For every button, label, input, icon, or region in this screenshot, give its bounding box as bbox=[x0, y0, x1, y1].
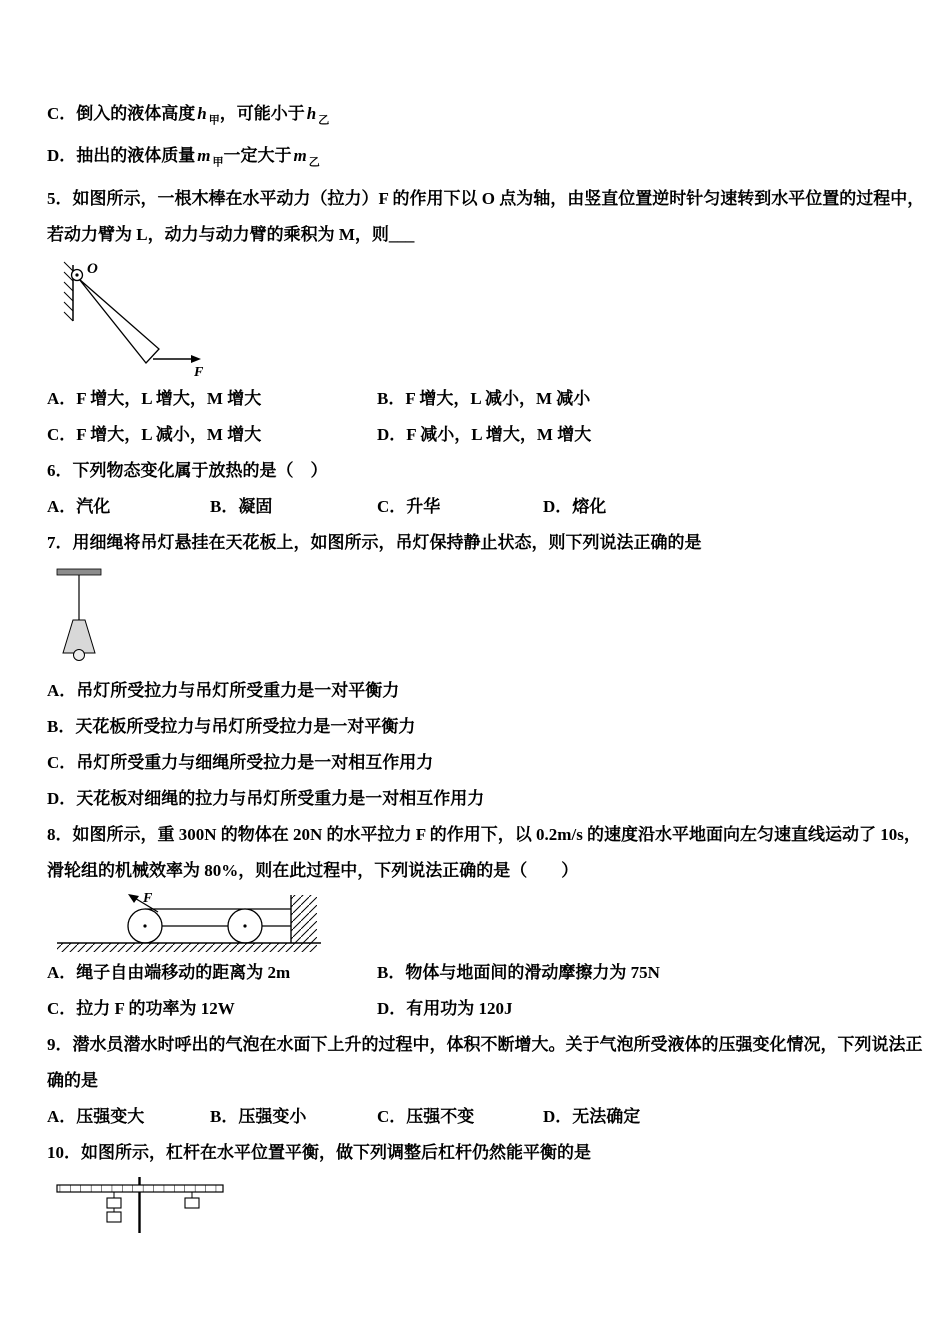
question-6-option-c: C．升华 bbox=[377, 496, 441, 516]
question-5-stem-line-1: 5．如图所示，一根木棒在水平动力（拉力）F 的作用下以 O 点为轴，由竖直位置逆时针匀速转到水平位置的过程中， bbox=[47, 188, 925, 208]
pivot-dot bbox=[75, 273, 78, 276]
pulley-right-axle bbox=[243, 924, 246, 927]
text-segment: 一定大于 bbox=[223, 146, 292, 166]
question-8-option-d: D．有用功为 120J bbox=[377, 998, 513, 1018]
force-arrow-head bbox=[128, 894, 139, 903]
question-7-option-c: C．吊灯所受重力与细绳所受拉力是一对相互作用力 bbox=[47, 752, 434, 772]
question-6-option-d: D．熔化 bbox=[543, 496, 607, 516]
question-5-figure-lever-rod bbox=[47, 259, 247, 381]
question-8-figure-pulley-system bbox=[53, 889, 333, 955]
question-5-option-c: C．F 增大，L 减小，M 增大 bbox=[47, 424, 262, 444]
wall-hatch bbox=[64, 302, 73, 311]
question-9-stem-line-1: 9．潜水员潜水时呼出的气泡在水面下上升的过程中，体积不断增大。关于气泡所受液体的压强变化情况，下列说法正 bbox=[47, 1034, 923, 1054]
question-7-option-b: B．天花板所受拉力与吊灯所受拉力是一对平衡力 bbox=[47, 716, 416, 736]
wall-hatch bbox=[64, 292, 73, 301]
force-arrow-head bbox=[191, 355, 201, 363]
question-7-option-a: A．吊灯所受拉力与吊灯所受重力是一对平衡力 bbox=[47, 680, 400, 700]
question-8-option-a: A．绳子自由端移动的距离为 2m bbox=[47, 962, 291, 982]
question-9-stem-line-2: 确的是 bbox=[47, 1070, 98, 1090]
prev-question-option-c bbox=[47, 96, 905, 138]
question-8-stem-line-2: 滑轮组的机械效率为 80%，则在此过程中，下列说法正确的是（ ） bbox=[47, 860, 579, 880]
question-10-stem: 10．如图所示，杠杆在水平位置平衡，做下列调整后杠杆仍然能平衡的是 bbox=[47, 1142, 591, 1162]
left-weight-1 bbox=[107, 1198, 121, 1208]
variable: h bbox=[197, 104, 207, 123]
subscript: 甲 bbox=[208, 114, 220, 127]
question-10-figure-balanced-lever bbox=[29, 1177, 259, 1239]
question-8-option-b: B．物体与地面间的滑动摩擦力为 75N bbox=[377, 962, 660, 982]
subscript: 乙 bbox=[308, 156, 320, 169]
question-9-option-c: C．压强不变 bbox=[377, 1106, 475, 1126]
lamp-bulb bbox=[74, 649, 85, 660]
variable: m bbox=[293, 146, 307, 166]
subscript: 乙 bbox=[318, 114, 330, 127]
text-segment: C．倒入的液体高度 bbox=[47, 104, 196, 123]
text-segment: ，可能小于 bbox=[219, 104, 305, 123]
ceiling-bar bbox=[57, 569, 101, 575]
wall-hatch bbox=[64, 282, 73, 291]
force-label: F bbox=[143, 890, 153, 906]
question-7-figure-hanging-lamp bbox=[49, 565, 139, 673]
question-9-options-row bbox=[47, 1099, 905, 1135]
question-9-option-b: B．压强变小 bbox=[210, 1106, 307, 1126]
variable: h bbox=[306, 104, 317, 123]
question-5-option-d: D．F 减小，L 增大，M 增大 bbox=[377, 424, 592, 444]
pulley-left-axle bbox=[143, 924, 146, 927]
wall-hatched bbox=[291, 895, 317, 943]
lamp-shade bbox=[63, 620, 95, 653]
question-7-stem: 7．用细绳将吊灯悬挂在天花板上，如图所示，吊灯保持静止状态，则下列说法正确的是 bbox=[47, 532, 702, 552]
rod-shape bbox=[79, 279, 159, 363]
wall-hatch bbox=[64, 312, 73, 321]
wall-hatch bbox=[64, 262, 73, 271]
question-9-option-a: A．压强变大 bbox=[47, 1106, 145, 1126]
left-weight-2 bbox=[107, 1212, 121, 1222]
question-6-stem: 6．下列物态变化属于放热的是（ ） bbox=[47, 460, 328, 480]
question-9-option-d: D．无法确定 bbox=[543, 1106, 641, 1126]
pivot-label: O bbox=[87, 260, 98, 277]
subscript: 甲 bbox=[212, 156, 224, 169]
question-5-option-a: A．F 增大，L 增大，M 增大 bbox=[47, 388, 262, 408]
prev-question-option-d bbox=[47, 138, 905, 180]
question-8-options-row-2 bbox=[47, 991, 905, 1027]
right-weight bbox=[185, 1198, 199, 1208]
question-6-options-row bbox=[47, 489, 905, 525]
question-5-options-row-2 bbox=[47, 417, 905, 453]
variable: m bbox=[197, 146, 211, 166]
question-7-option-d: D．天花板对细绳的拉力与吊灯所受重力是一对相互作用力 bbox=[47, 788, 485, 808]
question-8-options-row-1 bbox=[47, 955, 905, 991]
question-5-options-row-1 bbox=[47, 381, 905, 417]
lever-ruler-ticks bbox=[57, 1185, 223, 1192]
question-8-stem-line-1: 8．如图所示，重 300N 的物体在 20N 的水平拉力 F 的作用下，以 0.2m/s 的速度沿水平地面向左匀速直线运动了 10s， bbox=[47, 824, 921, 844]
question-5-option-b: B．F 增大，L 减小，M 减小 bbox=[377, 388, 591, 408]
question-5-stem-line-2: 若动力臂为 L，动力与动力臂的乘积为 M，则___ bbox=[47, 224, 415, 244]
ground-hatched bbox=[57, 943, 317, 952]
text-segment: D．抽出的液体质量 bbox=[47, 146, 196, 166]
question-8-option-c: C．拉力 F 的功率为 12W bbox=[47, 998, 235, 1018]
question-6-option-b: B．凝固 bbox=[210, 496, 273, 516]
question-6-option-a: A．汽化 bbox=[47, 496, 111, 516]
force-label: F bbox=[194, 364, 204, 380]
